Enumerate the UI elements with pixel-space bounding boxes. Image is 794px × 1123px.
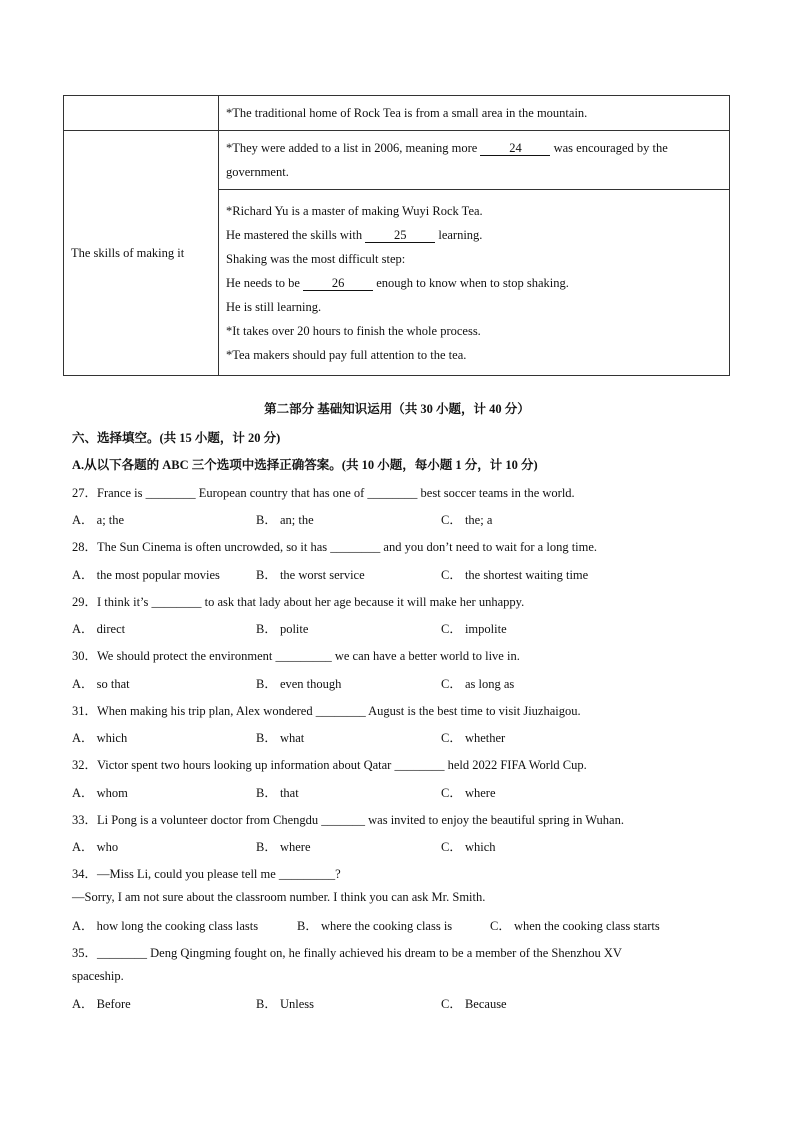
question-34-reply: —Sorry, I am not sure about the classroom number. I think you can ask Mr. Smith.: [72, 890, 486, 904]
row3-l4-post: enough to know when to stop shaking.: [373, 275, 569, 290]
row3-line: *It takes over 20 hours to finish the whole process.: [226, 323, 481, 338]
sub-title: A.从以下各题的 ABC 三个选项中选择正确答案。(共 10 小题，每小题 1 分，计 10 分): [72, 458, 538, 472]
row3-line: *Richard Yu is a master of making Wuyi Rock Tea.: [226, 203, 483, 218]
option-a: A． whom: [72, 786, 128, 800]
blank-26: 26: [303, 276, 373, 291]
row1-text: *The traditional home of Rock Tea is from a small area in the mountain.: [226, 106, 588, 120]
row3-l4-pre: He needs to be: [226, 275, 304, 290]
option-a: A． a; the: [72, 513, 125, 527]
question-34: 34．—Miss Li, could you please tell me _________?: [72, 867, 341, 881]
option-b: B． that: [256, 786, 299, 800]
option-a: A． so that: [72, 677, 130, 691]
option-c: C． where: [441, 786, 496, 800]
option-a: A． how long the cooking class lasts: [72, 919, 259, 933]
option-b: B． Unless: [256, 997, 314, 1011]
option-c: C． the; a: [441, 513, 493, 527]
blank-25: 25: [365, 228, 435, 243]
row2-text-pre: *They were added to a list in 2006, meaning more: [226, 141, 481, 155]
option-b: B． the worst service: [256, 568, 365, 582]
row2-text-post: was encouraged by the government.: [226, 141, 668, 179]
question-33: 33．Li Pong is a volunteer doctor from Chengdu _______ was invited to enjoy the beautiful spring in Wuhan.: [72, 813, 624, 827]
option-c: C． whether: [441, 731, 506, 745]
blank-24: 24: [480, 141, 550, 156]
table-cell: [219, 96, 730, 131]
part-title: 六、选择填空。(共 15 小题，计 20 分): [72, 431, 281, 445]
question-27: 27．France is ________ European country that has one of ________ best soccer teams in the world.: [72, 486, 575, 500]
skills-label-cell: [64, 131, 219, 376]
row3-line: *Tea makers should pay full attention to the tea.: [226, 347, 467, 362]
option-c: C． Because: [441, 997, 507, 1011]
row3-line: Shaking was the most difficult step:: [226, 251, 406, 266]
skills-label: The skills of making it: [71, 245, 185, 260]
question-35-cont: spaceship.: [72, 969, 124, 983]
option-a: A． the most popular movies: [72, 568, 220, 582]
option-c: C． which: [441, 840, 496, 854]
row3-line: [226, 223, 722, 247]
option-a: A． which: [72, 731, 128, 745]
option-c: C． when the cooking class starts: [490, 919, 660, 933]
table-row: [64, 96, 730, 131]
row3-l2-pre: He mastered the skills with: [226, 227, 366, 242]
row3-line: He is still learning.: [226, 299, 322, 314]
table-cell: [219, 190, 730, 376]
question-32: 32．Victor spent two hours looking up information about Qatar ________ held 2022 FIFA World Cup.: [72, 758, 587, 772]
row3-l2-post: learning.: [435, 227, 483, 242]
option-a: A． Before: [72, 997, 131, 1011]
option-c: C． as long as: [441, 677, 515, 691]
table-cell-empty: [64, 96, 219, 131]
option-a: A． who: [72, 840, 119, 854]
option-b: B． polite: [256, 622, 309, 636]
option-b: B． an; the: [256, 513, 314, 527]
question-35: 35．________ Deng Qingming fought on, he finally achieved his dream to be a member of the Shenzhou XV: [72, 946, 622, 960]
option-b: B． even though: [256, 677, 342, 691]
option-b: B． what: [256, 731, 305, 745]
option-a: A． direct: [72, 622, 126, 636]
table-row: [64, 131, 730, 190]
row3-line: [226, 271, 722, 295]
option-c: C． the shortest waiting time: [441, 568, 589, 582]
question-30: 30．We should protect the environment _________ we can have a better world to live in.: [72, 649, 520, 663]
question-29: 29．I think it’s ________ to ask that lady about her age because it will make her unhappy.: [72, 595, 525, 609]
option-b: B． where the cooking class is: [297, 919, 453, 933]
table-cell: [219, 131, 730, 190]
question-31: 31．When making his trip plan, Alex wondered ________ August is the best time to visit Jiuzhaigou.: [72, 704, 581, 718]
info-table: [63, 95, 730, 376]
section-title: 第二部分 基础知识运用（共 30 小题，计 40 分）: [264, 402, 530, 416]
option-b: B． where: [256, 840, 311, 854]
question-28: 28．The Sun Cinema is often uncrowded, so it has ________ and you don’t need to wait for a long time.: [72, 540, 598, 554]
option-c: C． impolite: [441, 622, 507, 636]
